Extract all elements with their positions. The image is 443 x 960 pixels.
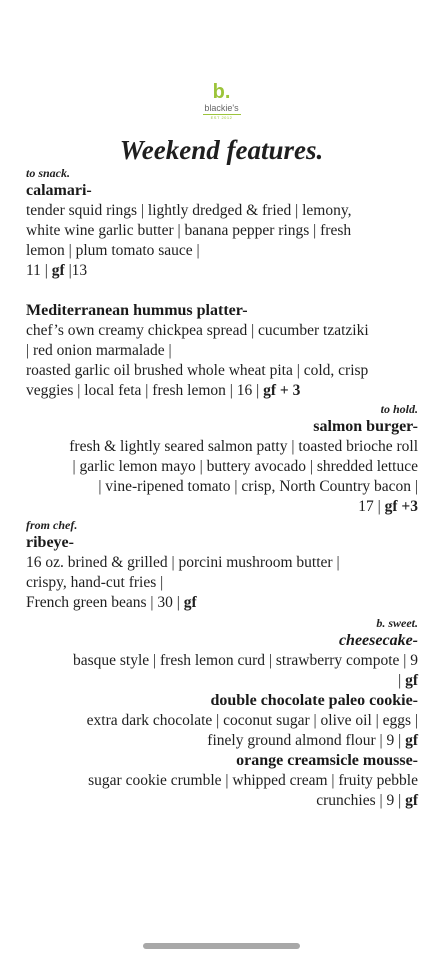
item-price-creamsicle-mousse: crunchies | 9 | gf bbox=[316, 792, 418, 809]
gluten-free-tag: gf +3 bbox=[384, 498, 418, 515]
item-price-salmon: 17 | gf +3 bbox=[358, 498, 418, 515]
item-desc-creamsicle-mousse-line1: sugar cookie crumble | whipped cream | fruity pebble bbox=[88, 772, 418, 789]
item-price-cheesecake: | gf bbox=[398, 672, 418, 689]
gluten-free-tag: gf bbox=[51, 262, 65, 279]
section-label-chef: from chef. bbox=[26, 518, 78, 532]
item-name-ribeye: ribeye- bbox=[26, 534, 74, 551]
item-name-hummus: Mediterranean hummus platter- bbox=[26, 302, 248, 319]
gluten-free-tag: gf bbox=[405, 792, 418, 809]
gluten-free-tag: gf bbox=[405, 672, 418, 689]
section-label-hold: to hold. bbox=[380, 402, 418, 416]
logo-tagline: EST 2012 bbox=[210, 115, 233, 120]
item-desc-ribeye-line2: crispy, hand-cut fries | bbox=[26, 574, 164, 591]
item-price-calamari: 11 | gf |13 bbox=[26, 262, 88, 279]
menu-content bbox=[26, 165, 418, 811]
item-desc-ribeye-line1: 16 oz. brined & grilled | porcini mushroom butter | bbox=[26, 554, 340, 571]
logo-mark: b. bbox=[212, 81, 231, 103]
item-desc-paleo-cookie-line1: extra dark chocolate | coconut sugar | olive oil | eggs | bbox=[86, 712, 418, 729]
gluten-free-tag: gf bbox=[183, 594, 197, 611]
item-desc-hummus-line3: roasted garlic oil brushed whole wheat pita | cold, crisp bbox=[26, 362, 369, 379]
logo-name: blackie's bbox=[204, 103, 239, 113]
item-desc-salmon-line2: | garlic lemon mayo | buttery avocado | shredded lettuce bbox=[72, 458, 418, 475]
item-desc-calamari-line2: white wine garlic butter | banana pepper rings | fresh bbox=[26, 222, 352, 239]
item-name-cheesecake: cheesecake- bbox=[338, 632, 418, 649]
item-desc-calamari-line3: lemon | plum tomato sauce | bbox=[26, 242, 200, 259]
item-name-creamsicle-mousse: orange creamsicle mousse- bbox=[236, 752, 418, 769]
item-desc-salmon-line1: fresh & lightly seared salmon patty | toasted brioche roll bbox=[69, 438, 418, 455]
gluten-free-tag: gf + 3 bbox=[263, 382, 301, 399]
page-title: Weekend features. bbox=[119, 135, 324, 165]
item-name-paleo-cookie: double chocolate paleo cookie- bbox=[210, 692, 418, 709]
item-price-hummus: veggies | local feta | fresh lemon | 16 | gf + 3 bbox=[26, 382, 301, 399]
item-desc-hummus-line1: chef’s own creamy chickpea spread | cucumber tzatziki bbox=[26, 322, 369, 339]
item-desc-calamari-line1: tender squid rings | lightly dredged & fried | lemony, bbox=[26, 202, 352, 219]
item-name-calamari: calamari- bbox=[26, 182, 92, 199]
section-label-snack: to snack. bbox=[26, 166, 71, 180]
item-desc-cheesecake-line1: basque style | fresh lemon curd | strawberry compote | 9 bbox=[72, 652, 418, 669]
item-name-salmon: salmon burger- bbox=[313, 418, 418, 435]
home-indicator-bar[interactable] bbox=[143, 943, 300, 949]
item-desc-salmon-line3: | vine-ripened tomato | crisp, North Country bacon | bbox=[98, 478, 418, 495]
section-label-sweet: b. sweet. bbox=[376, 616, 418, 630]
gluten-free-tag: gf bbox=[405, 732, 418, 749]
item-price-ribeye: French green beans | 30 | gf bbox=[26, 594, 197, 611]
restaurant-logo bbox=[0, 82, 443, 121]
item-desc-hummus-line2: | red onion marmalade | bbox=[26, 342, 172, 359]
item-price-paleo-cookie: finely ground almond flour | 9 | gf bbox=[207, 732, 418, 749]
